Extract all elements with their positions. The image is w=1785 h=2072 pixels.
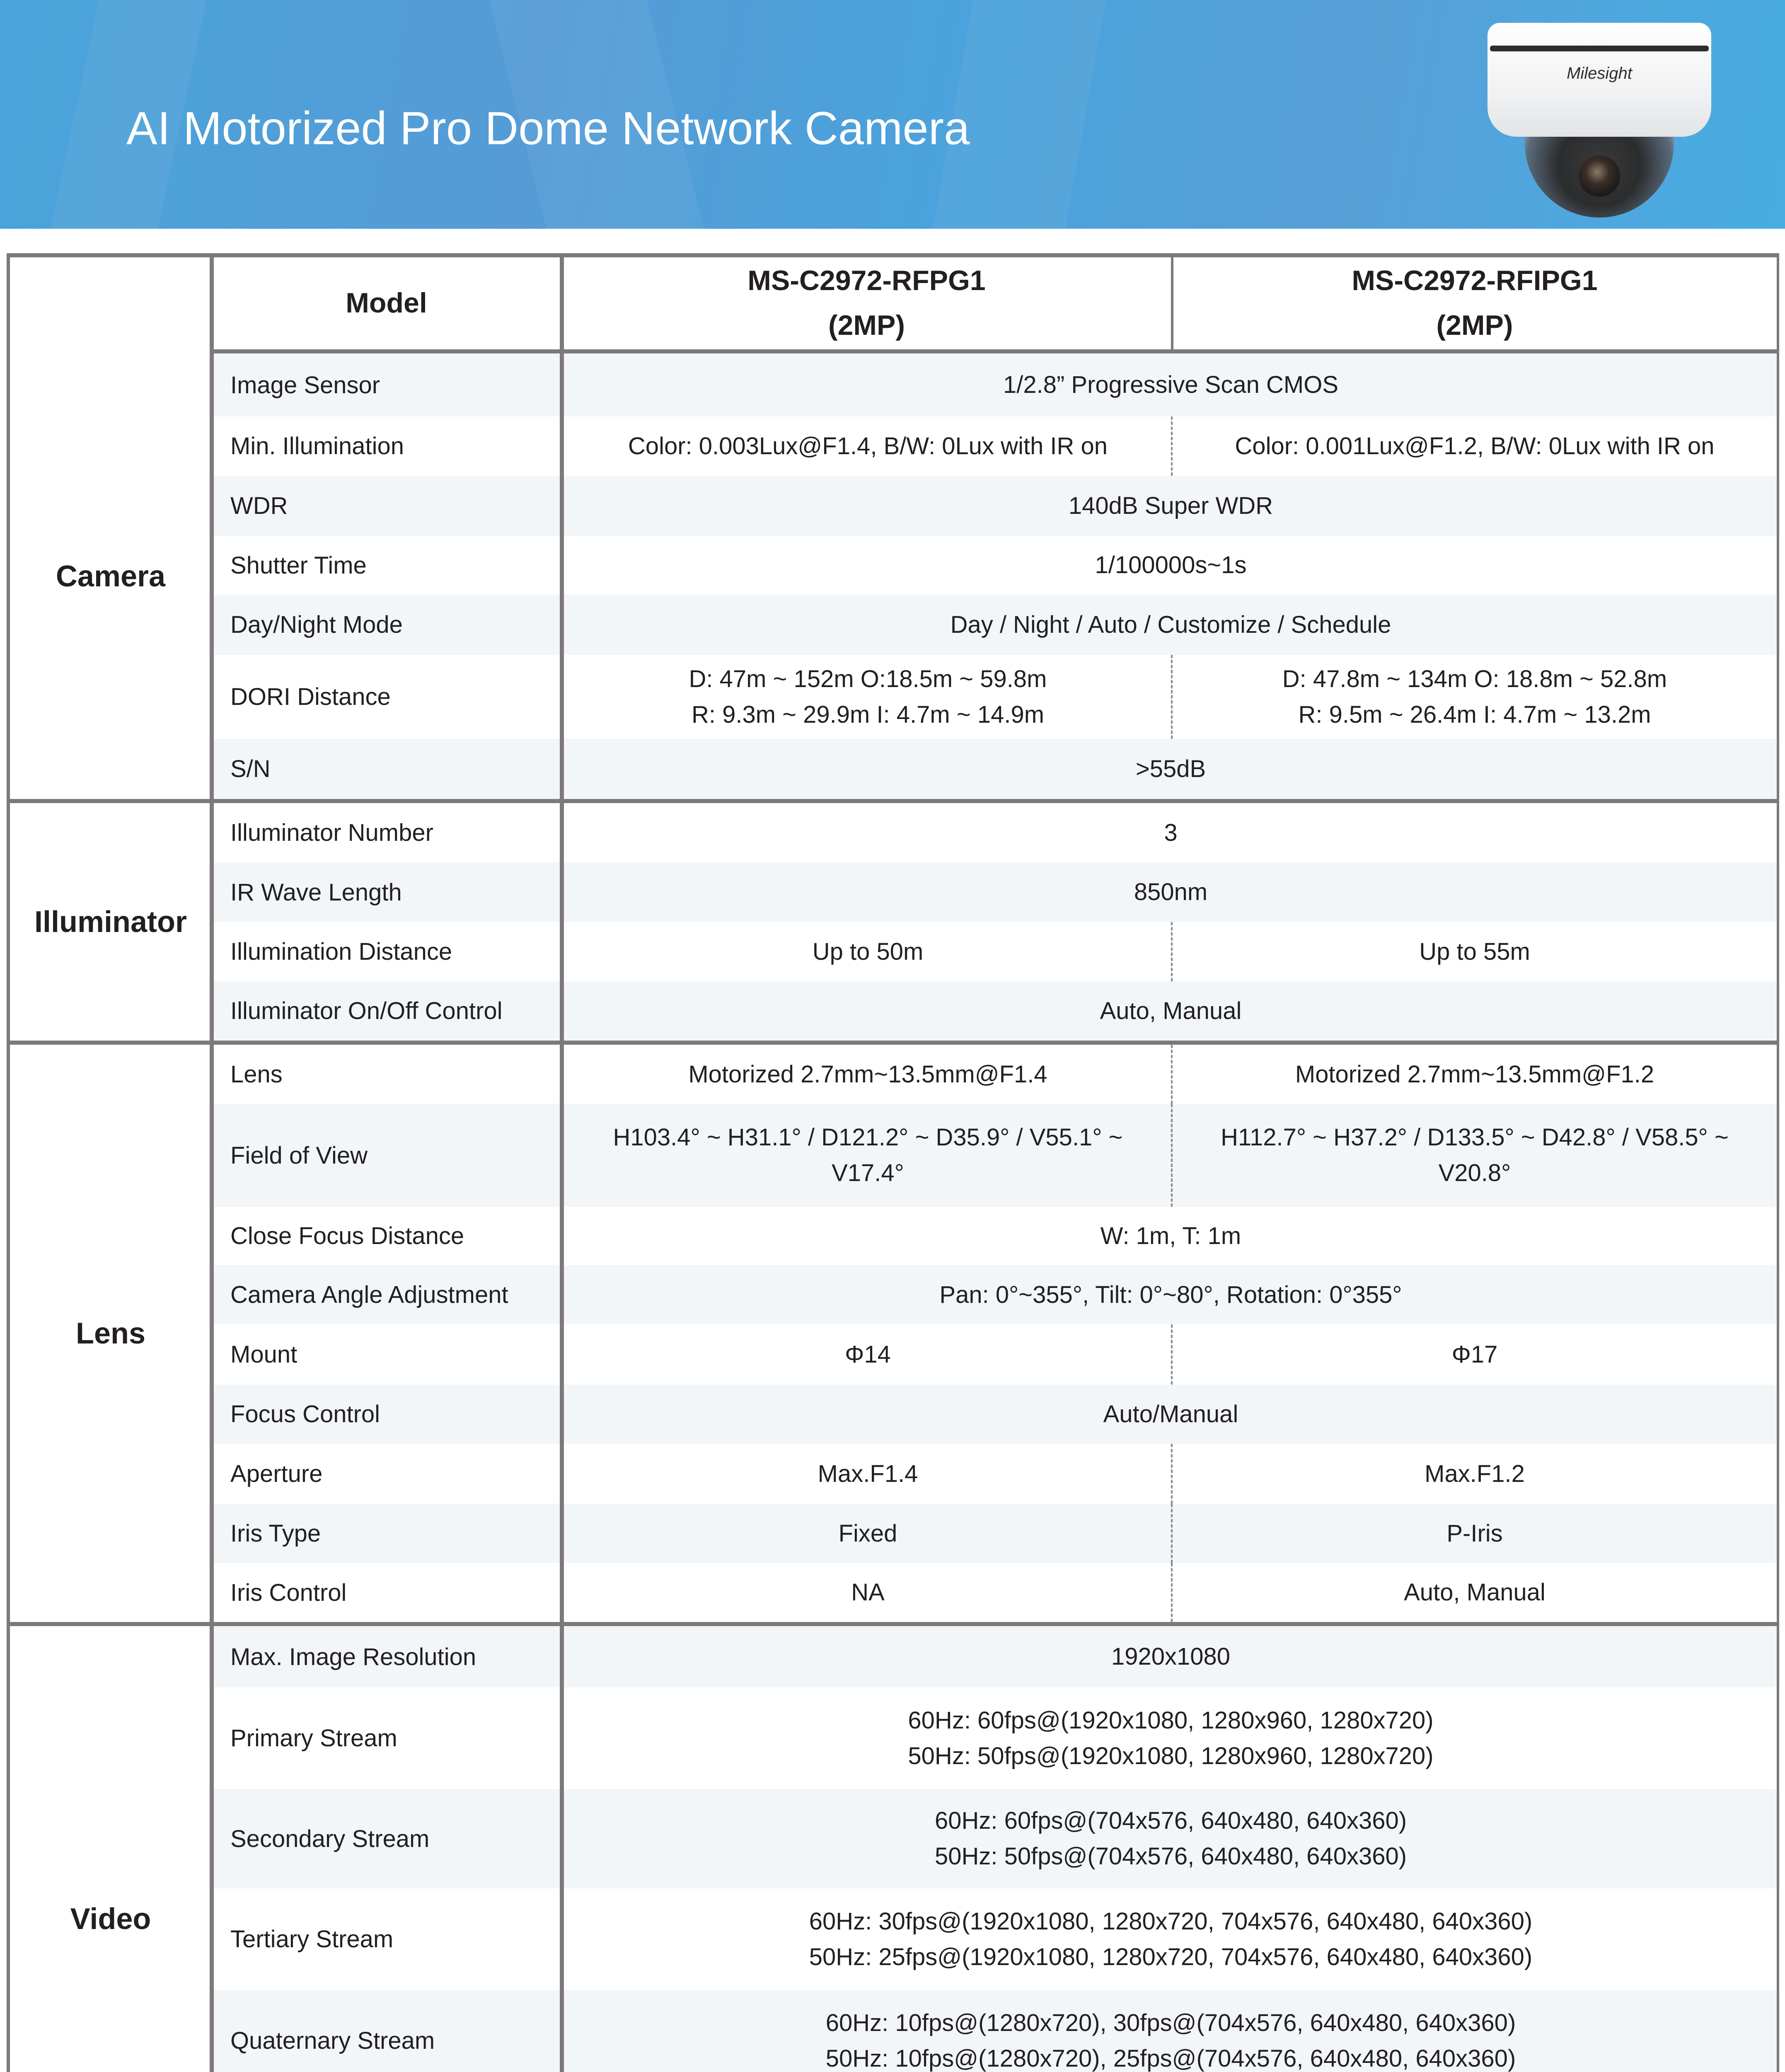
value-line: 60Hz: 30fps@(1920x1080, 1280x720, 704x576, 640x480, 640x360) bbox=[809, 1907, 1533, 1935]
param-text: Image Sensor bbox=[230, 371, 380, 399]
section-divider bbox=[7, 1622, 1778, 1626]
model-label: Model bbox=[346, 287, 427, 319]
value-line: V17.4° bbox=[832, 1159, 904, 1186]
value-text: Motorized 2.7mm~13.5mm@F1.4 bbox=[688, 1060, 1047, 1088]
value-text: Motorized 2.7mm~13.5mm@F1.2 bbox=[1295, 1060, 1654, 1088]
param-text: Tertiary Stream bbox=[230, 1926, 394, 1953]
model-divider-dashed bbox=[1171, 655, 1173, 739]
section-divider bbox=[7, 799, 1778, 803]
value-cell-model-2 bbox=[1172, 922, 1778, 981]
param-text: Illuminator On/Off Control bbox=[230, 997, 503, 1024]
product-image bbox=[1488, 23, 1711, 205]
param-label bbox=[214, 1207, 561, 1265]
value-text: Max.F1.2 bbox=[1425, 1460, 1525, 1487]
value-cell bbox=[564, 536, 1778, 595]
value-cell-model-1 bbox=[564, 922, 1172, 981]
param-text: Shutter Time bbox=[230, 552, 367, 579]
value-cell-model-2 bbox=[1172, 655, 1778, 739]
section-name: Illuminator bbox=[34, 905, 187, 939]
model-divider-dashed bbox=[1171, 922, 1173, 981]
param-label bbox=[214, 353, 561, 416]
table-top-border bbox=[7, 253, 1778, 257]
header-divider bbox=[211, 349, 1778, 353]
value-line: R: 9.5m ~ 26.4m I: 4.7m ~ 13.2m bbox=[1298, 701, 1651, 728]
value-text: 1/2.8” Progressive Scan CMOS bbox=[1003, 371, 1339, 398]
value-line: 50Hz: 50fps@(1920x1080, 1280x960, 1280x720) bbox=[908, 1742, 1434, 1769]
section-label-illuminator bbox=[10, 803, 211, 1041]
param-label bbox=[214, 739, 561, 799]
housing-band bbox=[1490, 46, 1709, 51]
section-label-camera bbox=[10, 353, 211, 799]
value-text: Color: 0.001Lux@F1.2, B/W: 0Lux with IR on bbox=[1235, 432, 1715, 460]
param-text: Secondary Stream bbox=[230, 1825, 430, 1852]
value-cell bbox=[564, 1990, 1778, 2072]
param-text: Close Focus Distance bbox=[230, 1222, 464, 1249]
product-logo: Milesight bbox=[1567, 64, 1632, 82]
param-label bbox=[214, 1626, 561, 1687]
value-text: 850nm bbox=[1134, 879, 1208, 905]
value-text: Max.F1.4 bbox=[818, 1460, 918, 1487]
section-label-video bbox=[10, 1626, 211, 2072]
value-cell-model-2 bbox=[1172, 1324, 1778, 1385]
model-column-header bbox=[561, 255, 1172, 351]
value-text: 1/100000s~1s bbox=[1095, 552, 1247, 579]
camera-lens bbox=[1579, 155, 1620, 197]
param-divider bbox=[560, 253, 564, 2072]
value-cell bbox=[564, 1385, 1778, 1444]
value-cell bbox=[564, 803, 1778, 862]
param-label bbox=[214, 1324, 561, 1385]
param-text: Iris Type bbox=[230, 1520, 321, 1547]
model-name: MS-C2972-RFPG1 bbox=[747, 265, 986, 296]
value-cell-model-1 bbox=[564, 1563, 1172, 1622]
spec-table bbox=[7, 253, 1778, 2072]
value-line: 60Hz: 60fps@(1920x1080, 1280x960, 1280x720) bbox=[908, 1706, 1434, 1734]
value-line: 60Hz: 60fps@(704x576, 640x480, 640x360) bbox=[934, 1807, 1407, 1834]
value-cell-model-1 bbox=[564, 416, 1172, 476]
header-model-divider bbox=[1171, 253, 1173, 351]
value-cell-model-1 bbox=[564, 1324, 1172, 1385]
param-text: WDR bbox=[230, 492, 288, 519]
param-text: Focus Control bbox=[230, 1401, 380, 1428]
value-cell-model-1 bbox=[564, 1444, 1172, 1504]
value-text: Auto/Manual bbox=[1103, 1400, 1238, 1428]
value-text: W: 1m, T: 1m bbox=[1100, 1222, 1241, 1249]
param-text: Day/Night Mode bbox=[230, 611, 403, 638]
section-name: Lens bbox=[75, 1317, 146, 1350]
value-cell-model-2 bbox=[1172, 1444, 1778, 1504]
section-divider bbox=[7, 1041, 1778, 1045]
value-text: 3 bbox=[1164, 819, 1178, 846]
param-text: Illumination Distance bbox=[230, 938, 452, 965]
value-text: Auto, Manual bbox=[1100, 997, 1242, 1024]
param-label bbox=[214, 1104, 561, 1207]
value-cell bbox=[564, 1626, 1778, 1687]
value-cell-model-2 bbox=[1172, 416, 1778, 476]
param-label bbox=[214, 476, 561, 536]
param-label bbox=[214, 922, 561, 981]
model-header bbox=[211, 255, 561, 351]
value-text: Fixed bbox=[838, 1520, 897, 1547]
value-cell bbox=[564, 1789, 1778, 1888]
value-cell-model-2 bbox=[1172, 1045, 1778, 1104]
value-cell-model-2 bbox=[1172, 1504, 1778, 1563]
value-cell bbox=[564, 1888, 1778, 1990]
table-right-border bbox=[1777, 253, 1779, 2072]
value-line: H112.7° ~ H37.2° / D133.5° ~ D42.8° / V58.5° ~ bbox=[1221, 1124, 1729, 1151]
value-text: 1920x1080 bbox=[1111, 1643, 1231, 1670]
param-label bbox=[214, 1385, 561, 1444]
value-line: 50Hz: 25fps@(1920x1080, 1280x720, 704x576, 640x480, 640x360) bbox=[809, 1943, 1533, 1970]
header-banner bbox=[0, 0, 1785, 229]
param-label bbox=[214, 595, 561, 655]
param-label bbox=[214, 1504, 561, 1563]
value-cell-model-1 bbox=[564, 1045, 1172, 1104]
model-divider-dashed bbox=[1171, 1504, 1173, 1563]
value-text: Auto, Manual bbox=[1404, 1579, 1546, 1606]
value-text: Φ17 bbox=[1451, 1341, 1498, 1368]
param-text: Max. Image Resolution bbox=[230, 1643, 476, 1670]
value-cell bbox=[564, 1687, 1778, 1789]
value-line: 50Hz: 10fps@(1280x720), 25fps@(704x576, 640x480, 640x360) bbox=[825, 2045, 1516, 2072]
value-line: H103.4° ~ H31.1° / D121.2° ~ D35.9° / V55.1° ~ bbox=[613, 1124, 1123, 1151]
value-text: Day / Night / Auto / Customize / Schedule bbox=[950, 611, 1391, 638]
value-cell-model-2 bbox=[1172, 1104, 1778, 1207]
value-cell bbox=[564, 595, 1778, 655]
param-label bbox=[214, 416, 561, 476]
param-label bbox=[214, 803, 561, 862]
param-text: Quaternary Stream bbox=[230, 2027, 435, 2054]
value-text: 140dB Super WDR bbox=[1068, 492, 1273, 519]
value-cell-model-1 bbox=[564, 655, 1172, 739]
model-divider-dashed bbox=[1171, 1324, 1173, 1385]
param-label bbox=[214, 536, 561, 595]
section-label-lens bbox=[10, 1045, 211, 1622]
value-text: P-Iris bbox=[1446, 1520, 1503, 1547]
value-line: 60Hz: 10fps@(1280x720), 30fps@(704x576, 640x480, 640x360) bbox=[825, 2009, 1516, 2036]
param-label bbox=[214, 1789, 561, 1888]
param-label bbox=[214, 1045, 561, 1104]
param-text: Min. Illumination bbox=[230, 433, 404, 460]
param-text: Primary Stream bbox=[230, 1725, 397, 1752]
value-cell-model-1 bbox=[564, 1504, 1172, 1563]
table-left-border bbox=[7, 253, 10, 2072]
category-divider bbox=[210, 253, 214, 2072]
param-text: Iris Control bbox=[230, 1579, 347, 1606]
param-text: IR Wave Length bbox=[230, 879, 402, 906]
model-column-header bbox=[1172, 255, 1778, 351]
param-text: Illuminator Number bbox=[230, 819, 433, 846]
model-resolution: (2MP) bbox=[828, 310, 905, 341]
page-title: AI Motorized Pro Dome Network Camera bbox=[126, 102, 970, 154]
camera-housing bbox=[1488, 23, 1711, 137]
value-cell bbox=[564, 353, 1778, 416]
model-divider-dashed bbox=[1171, 1104, 1173, 1207]
param-label bbox=[214, 981, 561, 1041]
param-text: Lens bbox=[230, 1061, 283, 1088]
param-text: Field of View bbox=[230, 1142, 368, 1169]
value-cell bbox=[564, 981, 1778, 1041]
param-label bbox=[214, 1265, 561, 1324]
value-cell bbox=[564, 862, 1778, 922]
param-label bbox=[214, 1444, 561, 1504]
value-cell bbox=[564, 739, 1778, 799]
section-name: Video bbox=[70, 1902, 151, 1936]
value-text: Up to 55m bbox=[1419, 938, 1530, 965]
param-text: DORI Distance bbox=[230, 683, 391, 710]
value-text: NA bbox=[851, 1579, 885, 1606]
model-divider-dashed bbox=[1171, 416, 1173, 476]
value-cell bbox=[564, 1207, 1778, 1265]
param-label bbox=[214, 1888, 561, 1990]
value-cell-model-1 bbox=[564, 1104, 1172, 1207]
value-text: Pan: 0°~355°, Tilt: 0°~80°, Rotation: 0°355° bbox=[939, 1281, 1402, 1308]
section-name: Camera bbox=[56, 559, 166, 593]
value-line: D: 47.8m ~ 134m O: 18.8m ~ 52.8m bbox=[1282, 665, 1667, 692]
value-cell bbox=[564, 1265, 1778, 1324]
value-line: V20.8° bbox=[1438, 1159, 1511, 1186]
model-name: MS-C2972-RFIPG1 bbox=[1352, 265, 1598, 296]
param-label bbox=[214, 862, 561, 922]
param-text: Aperture bbox=[230, 1460, 323, 1487]
param-text: Mount bbox=[230, 1341, 298, 1368]
param-text: Camera Angle Adjustment bbox=[230, 1281, 508, 1308]
param-label bbox=[214, 1990, 561, 2072]
model-resolution: (2MP) bbox=[1436, 310, 1513, 341]
value-line: 50Hz: 50fps@(704x576, 640x480, 640x360) bbox=[934, 1843, 1407, 1870]
value-text: >55dB bbox=[1135, 755, 1206, 782]
model-divider-dashed bbox=[1171, 1045, 1173, 1104]
value-cell-model-2 bbox=[1172, 1563, 1778, 1622]
param-label bbox=[214, 1687, 561, 1789]
value-text: Φ14 bbox=[845, 1341, 891, 1368]
param-label bbox=[214, 1563, 561, 1622]
value-text: Up to 50m bbox=[812, 938, 924, 965]
model-divider-dashed bbox=[1171, 1563, 1173, 1622]
value-line: R: 9.3m ~ 29.9m I: 4.7m ~ 14.9m bbox=[691, 701, 1045, 728]
value-cell bbox=[564, 476, 1778, 536]
value-line: D: 47m ~ 152m O:18.5m ~ 59.8m bbox=[689, 665, 1047, 692]
model-divider-dashed bbox=[1171, 1444, 1173, 1504]
param-label bbox=[214, 655, 561, 739]
param-text: S/N bbox=[230, 755, 271, 782]
value-text: Color: 0.003Lux@F1.4, B/W: 0Lux with IR on bbox=[628, 432, 1108, 460]
